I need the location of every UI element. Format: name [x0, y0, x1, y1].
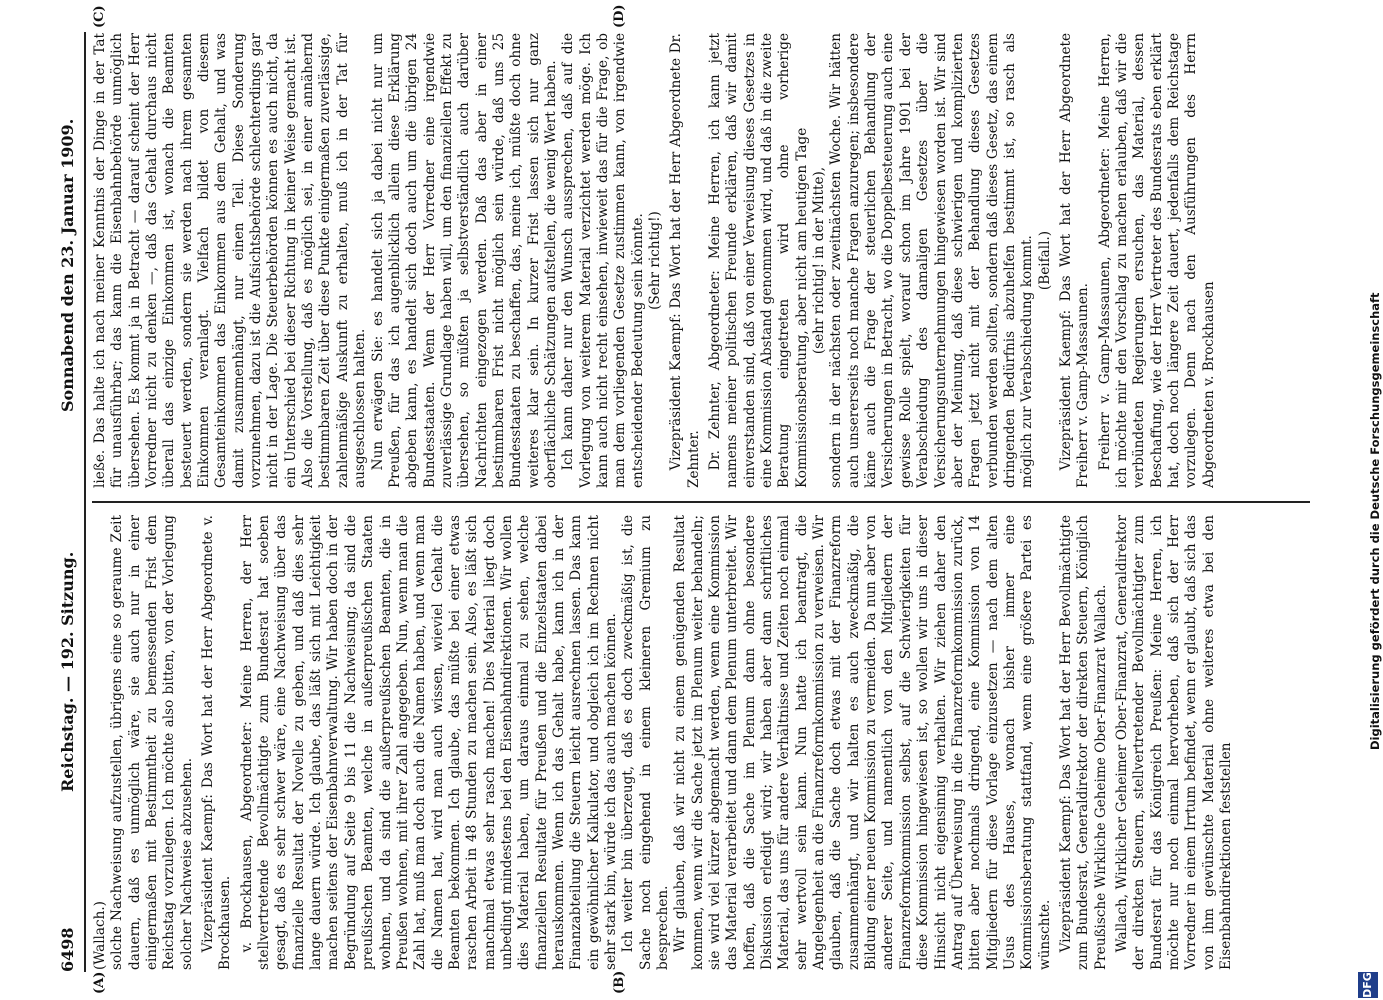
speaker-tag: (Wallach.) [92, 901, 108, 970]
paragraph: Vizepräsident Kaempf: Das Wort hat der Herr Abgeordnete v. Brockhausen. [200, 515, 234, 970]
paragraph: solche Nachweisung aufzustellen, übrigens eine so geraume Zeit dauern, daß es unmöglich wäre, sie auch nur in einer einigermaßen mit Bestimmtheit zu bemessenden Frist dem Reichstag vorzulegen. Ich möchte also bitten, von der Vorlegung solcher Nachweise abzusehen. [109, 515, 195, 970]
left-column [92, 515, 1312, 970]
dfg-logo: DFG [1358, 972, 1378, 998]
interjection: (Beifall.) [1036, 230, 1053, 291]
paragraph: Ich weiter bin überzeugt, daß es doch zweckmäßig ist, die Sache noch eingehend in einem kleineren Gremium zu besprechen. [620, 515, 671, 970]
paragraph: ließe. Das halte ich nach meiner Kenntnis der Dinge in der Tat für unausführbar; das kann die Eisenbahnbehörde unmöglich übersehen. Es kommt ja in Betracht — darauf scheint der Herr Vorredner nicht zu denken —, daß das Gehalt durchaus nicht überall das einzige Einkommen ist, wonach die Beamten besteuert werden, sondern sie werden nach ihrem gesamten Einkommen veranlagt. Vielfach bildet von diesem Gesamteinkommen das Einkommen aus dem Gehalt, und was damit zusammenhängt, nur einen Teil. Diese Sonderung vorzunehmen, dazu ist die Aufsichtsbehörde schlechterdings gar nicht in der Lage. Die Steuerbehörden können es auch nicht, da ein Unterschied bei dieser Richtung in keiner Weise gemacht ist. Also die Vorstellung, daß es möglich sei, in einer annähernd bestimmbaren Zeit über diese Punkte einigermaßen zuverlässige, zahlenmäßige Auskunft zu erhalten, muß ich in der Tat für ausgeschlossen halten. [92, 33, 369, 488]
paragraph: Vizepräsident Kaempf: Das Wort hat der Herr Bevollmächtigte zum Bundesrat, Generaldirektor der direkten Steuern, Königlich Preußische Wirkliche Geheime Ober-Finanzrat Wallach. [1057, 515, 1109, 970]
margin-marker-d: (D) [612, 4, 627, 28]
paragraph: Dr. Zehnter, Abgeordneter: Meine Herren, ich kann jetzt namens meiner politischen Freunde erklären, daß wir damit einverstanden sind, daß von einer Verweisung dieses Gesetzes in eine Kommission Abstand genommen wird, und daß in die zweite Beratung eingetreten wird ohne vorherige Kommissionsberatung, aber nicht am heutigen Tage [707, 33, 810, 488]
paragraph: Ich kann daher nur den Wunsch aussprechen, daß auf die Vorlegung von weiterem Material verzichtet werden möge. Ich kann auch nicht recht einsehen, inwieweit das für die Frage, ob man dem vorliegenden Gesetze zustimmen kann, von irgendwie entscheidender Bedeutung sein könnte. [560, 33, 646, 488]
paragraph: Nun erwägen Sie: es handelt sich ja dabei nicht nur um Preußen, für das ich augenblicklich allein diese Erklärung abgeben kann, es handelt sich doch auch um die übrigen 24 Bundesstaaten. Wenn der Herr Vorredner eine irgendwie zuverlässige Grundlage haben will, um den finanziellen Effekt zu übersehen, so müßten ja selbstverständlich auch darüber Nachrichten eingezogen werden. Daß das aber in einer bestimmbaren Frist nicht möglich sein würde, daß uns 25 Bundesstaaten zu beschaffen, das, meine ich, müßte doch ohne weiteres klar sein. In kurzer Frist lassen sich nur ganz oberflächliche Schätzungen aufstellen, die wenig Wert haben. [369, 33, 559, 488]
right-column [92, 33, 1312, 488]
header-left-title: Reichstag. — 192. Sitzung. [58, 551, 77, 792]
margin-marker-c: (C) [92, 5, 107, 28]
header-date: Sonnabend den 23. Januar 1909. [58, 118, 77, 412]
paragraph: Vizepräsident Kaempf: Das Wort hat der Herr Abgeordnete Freiherr v. Gamp-Massaunen. [1057, 33, 1092, 488]
page-header [58, 42, 82, 972]
interjection: (Sehr richtig!) [647, 211, 663, 310]
paragraph: Freiherr v. Gamp-Massaunen, Abgeordneter: Meine Herren, ich möchte mir den Vorschlag zu machen erlauben, daß wir die verbündeten Regierungen ersuchen, das Material, dessen Beschaffung, wie der Herr Vertreter des Bundesrats eben erklärt hat, doch noch längere Zeit dauert, jedenfalls dem Reichstage vorzulegen. Denn nach den Ausführungen des Herrn Abgeordneten v. Brockhausen [1096, 33, 1217, 488]
paragraph: Wallach, Wirklicher Geheimer Ober-Finanzrat, Generaldirektor der direkten Steuern, stellvertretender Bevollmächtigter zum Bundesrat für das Königreich Preußen: Meine Herren, ich möchte nur noch einmal hervorheben, daß sich der Herr Vorredner in einem Irrtum befindet, wenn er glaubt, daß sich das von ihm gewünschte Material ohne weiteres etwa bei den Eisenbahndirektionen feststellen [1113, 515, 1234, 970]
header-rule [84, 32, 86, 972]
column-divider [92, 501, 1310, 503]
paragraph: v. Brockhausen, Abgeordneter: Meine Herren, der Herr stellvertretende Bevollmächtigte zum Bundesrat hat soeben gesagt, daß es sehr schwer wäre, eine Nachweisung über das finanzielle Resultat der Novelle zu geben, und daß dies sehr lange dauern würde. Ich glaube, das läßt sich mit Leichtigkeit machen seitens der Eisenbahnverwaltung. Wir haben doch in der Begründung auf Seite 9 bis 11 die Nachweisung; da sind die preußischen Beamten, welche in außerpreußischen Staaten wohnen, und da sind die außerpreußischen Beamten, die in Preußen wohnen, mit ihrer Zahl angegeben. Nun, wenn man die Zahl hat, muß man doch auch die Namen haben, und wenn man die Namen hat, wird man auch wissen, wieviel Gehalt die Beamten bekommen. Ich glaube, das müßte bei einer etwas raschen Arbeit in 48 Stunden zu machen sein. Also, es läßt sich manchmal etwas sehr rasch machen! Dies Material liegt doch unbedingt mindestens bei den Eisenbahndirektionen. Wir wollen dies Material haben, um daraus einmal zu sehen, welche finanziellen Resultate für Preußen und die Einzelstaaten dabei herauskommen. Wenn ich das Gehalt habe, kann ich in der Finanzabteilung die Steuern leicht ausrechnen lassen. Das kann ein gewöhnlicher Kalkulator, und obgleich ich im Rechnen nicht sehr stark bin, würde ich das auch machen können. [238, 515, 619, 970]
page-number: 6498 [58, 927, 77, 972]
margin-marker-a: (A) [92, 971, 107, 994]
digitization-credit: Digitalisierung gefördert durch die Deutsche Forschungsgemeinschaft [1368, 292, 1382, 750]
margin-marker-b: (B) [612, 970, 627, 994]
paragraph: sondern in der nächsten oder zweitnächsten Woche. Wir hätten auch unsererseits noch manche Fragen anzuregen; insbesondere käme auch die Frage der steuerlichen Behandlung der Versicherungen in Betracht, wo die Doppelbesteuerung auch eine gewisse Rolle spielt, worauf schon im Jahre 1901 bei der Verabschiedung des damaligen Gesetzes über die Versicherungsunternehmungen hingewiesen worden ist. Wir sind aber der Meinung, daß diese schwierigen und komplizierten Fragen jetzt nicht mit der Behandlung dieses Gesetzes verbunden werden sollten, sondern daß dieses Gesetz, das einem dringenden Bedürfnis abzuhelfen bestimmt ist, so rasch als möglich zur Verabschiedung kommt. [828, 33, 1036, 488]
paragraph: Wir glauben, daß wir nicht zu einem genügenden Resultat kommen, wenn wir die Sache jetzt im Plenum weiter behandeln; sie wird viel kürzer abgemacht werden, wenn eine Kommission das Material verarbeitet und dann dem Plenum unterbreitet. Wir hoffen, daß die Sache im Plenum dann ohne besondere Diskussion erledigt wird; wir haben aber dann schriftliches Material, das uns für andere Verhältnisse und Zeiten noch einmal sehr wertvoll sein kann. Nun hatte ich beantragt, die Angelegenheit an die Finanzreformkommission zu verweisen. Wir glauben, daß die Sache doch etwas mit der Finanzreform zusammenhängt, und wir halten es auch zweckmäßig, die Bildung einer neuen Kommission zu vermeiden. Da nun aber von anderer Seite, und namentlich von den Mitgliedern der Finanzreformkommission selbst, auf die Schwierigkeiten für diese Kommission hingewiesen ist, so wollen wir uns in dieser Hinsicht nicht eigensinnig verhalten. Wir ziehen daher den Antrag auf Überweisung in die Finanzreformkommission zurück, bitten aber nochmals dringend, eine Kommission von 14 Mitgliedern für diese Vorlage einzusetzen — nach dem alten Usus des Hauses, wonach bisher immer eine Kommissionsberatung stattfand, wenn eine größere Partei es wünschte. [672, 515, 1053, 970]
interjection: (sehr richtig! in der Mitte), [811, 166, 828, 355]
paragraph: Vizepräsident Kaempf: Das Wort hat der Herr Abgeordnete Dr. Zehnter. [668, 33, 702, 488]
